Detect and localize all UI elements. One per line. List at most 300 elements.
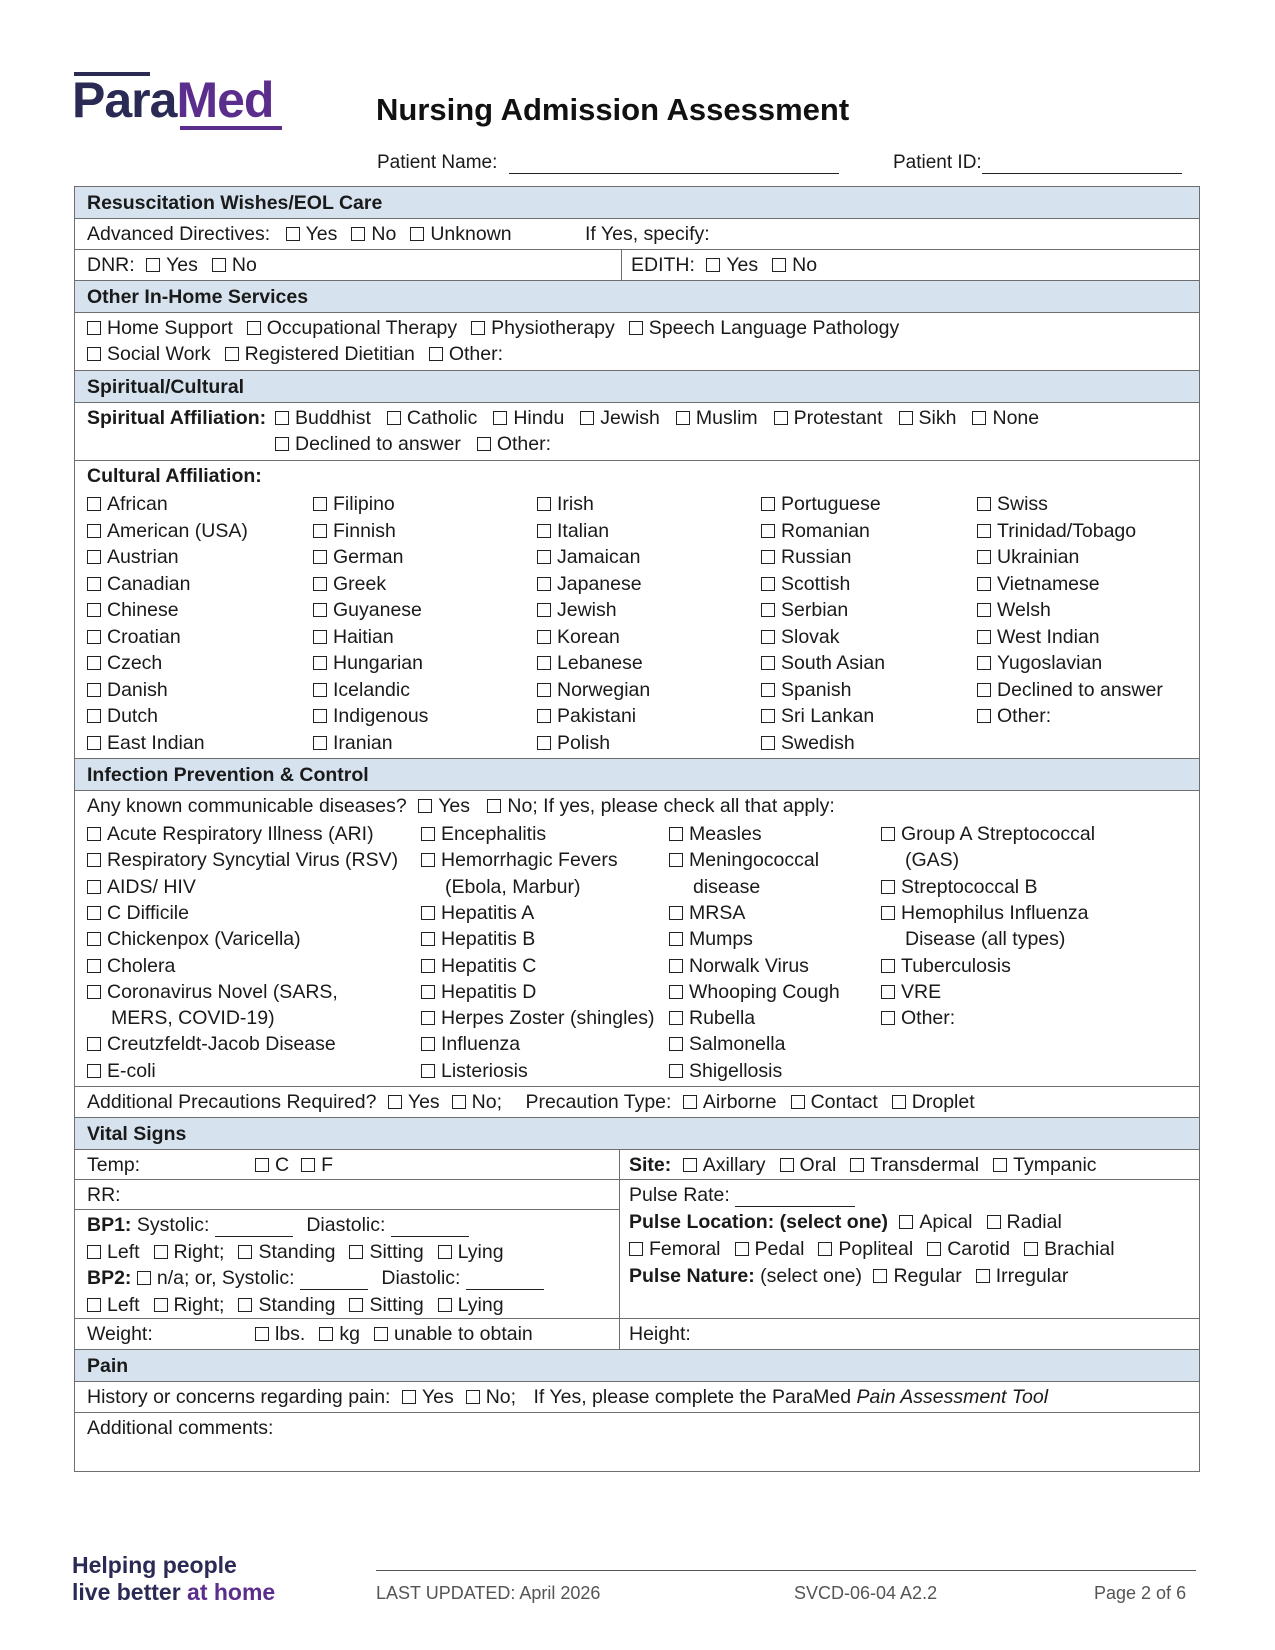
cultural-yugoslavian-checkbox[interactable] — [977, 656, 991, 670]
bp2-position-standing-checkbox[interactable] — [238, 1298, 252, 1312]
cultural-indigenous-option[interactable] — [313, 705, 428, 728]
cultural-vietnamese-checkbox[interactable] — [977, 577, 991, 591]
bp1-position-right-checkbox[interactable] — [154, 1245, 168, 1259]
bp1-position-standing-checkbox[interactable] — [238, 1245, 252, 1259]
temp-site-transdermal-option[interactable] — [850, 1154, 979, 1177]
cultural-south-asian-option[interactable] — [761, 652, 885, 675]
disease-whooping-cough-checkbox[interactable] — [669, 985, 683, 999]
cultural-haitian-checkbox[interactable] — [313, 630, 327, 644]
spiritual-hindu-checkbox[interactable] — [493, 411, 507, 425]
spiritual-declined-to-answer-checkbox[interactable] — [275, 437, 289, 451]
bp2-position-sitting-checkbox[interactable] — [349, 1298, 363, 1312]
communicable-yes-yes-checkbox[interactable] — [418, 799, 432, 813]
precaution-type-contact-option[interactable] — [791, 1091, 878, 1114]
cultural-guyanese-option[interactable] — [313, 599, 422, 622]
spiritual-sikh-checkbox[interactable] — [899, 411, 913, 425]
disease-hepatitis-a-checkbox[interactable] — [421, 906, 435, 920]
service-speech-language-pathology-option[interactable] — [629, 317, 899, 340]
disease-creutzfeldt-jacob-disease-option[interactable] — [87, 1033, 336, 1056]
cultural-jamaican-checkbox[interactable] — [537, 550, 551, 564]
disease-hemophilus-influenza-option[interactable] — [881, 902, 1089, 925]
spiritual-none-checkbox[interactable] — [972, 411, 986, 425]
cultural-sri-lankan-checkbox[interactable] — [761, 709, 775, 723]
pain-history-no-option[interactable] — [466, 1386, 516, 1409]
precautions-yes-checkbox[interactable] — [388, 1095, 402, 1109]
cultural-finnish-option[interactable] — [313, 520, 396, 543]
disease-streptococcal-b-option[interactable] — [881, 876, 1038, 899]
spiritual-none-label: None — [992, 407, 1040, 429]
cultural-scottish-checkbox[interactable] — [761, 577, 775, 591]
disease-mumps-option[interactable] — [669, 928, 753, 951]
cultural-west-indian-option[interactable] — [977, 626, 1100, 649]
weight-unit-kg-option[interactable] — [319, 1323, 360, 1346]
temp-unit-f-checkbox[interactable] — [301, 1158, 315, 1172]
dnr-yes-option[interactable] — [146, 254, 198, 277]
disease-respiratory-syncytial-virus-rsv-option[interactable] — [87, 849, 398, 872]
cultural-swedish-option[interactable] — [761, 732, 855, 755]
temp-site-tympanic-option[interactable] — [993, 1154, 1096, 1177]
bp1-position-left-option[interactable] — [87, 1241, 140, 1264]
rr-label: RR: — [87, 1184, 121, 1206]
bp2-position-left-option[interactable] — [87, 1294, 140, 1317]
pulse-location-femoral-option[interactable] — [629, 1238, 721, 1261]
disease-c-difficile-option[interactable] — [87, 902, 189, 925]
disease-tuberculosis-checkbox[interactable] — [881, 959, 895, 973]
service-other-checkbox[interactable] — [429, 347, 443, 361]
cultural-indigenous-checkbox[interactable] — [313, 709, 327, 723]
cultural-welsh-option[interactable] — [977, 599, 1051, 622]
spiritual-jewish-checkbox[interactable] — [580, 411, 594, 425]
cultural-german-checkbox[interactable] — [313, 550, 327, 564]
pulse-location-brachial-option[interactable] — [1024, 1238, 1114, 1261]
disease-listeriosis-checkbox[interactable] — [421, 1064, 435, 1078]
spiritual-sikh-option[interactable] — [899, 407, 957, 430]
disease-measles-option[interactable] — [669, 823, 762, 846]
bp2-position-right-checkbox[interactable] — [154, 1298, 168, 1312]
cultural-russian-checkbox[interactable] — [761, 550, 775, 564]
disease-norwalk-virus-option[interactable] — [669, 955, 809, 978]
precautions-no-option[interactable] — [452, 1091, 502, 1114]
communicable-no-no-if-yes-please-check-all-that-apply-option[interactable] — [487, 795, 834, 818]
temp-site-oral-checkbox[interactable] — [780, 1158, 794, 1172]
edith-yes-option[interactable] — [706, 254, 758, 277]
disease-whooping-cough-option[interactable] — [669, 981, 840, 1004]
temp-site-tympanic-checkbox[interactable] — [993, 1158, 1007, 1172]
temp-site-axillary-checkbox[interactable] — [683, 1158, 697, 1172]
temp-unit-f-option[interactable] — [301, 1154, 333, 1177]
precaution-type-droplet-checkbox[interactable] — [892, 1095, 906, 1109]
disease-rubella-option[interactable] — [669, 1007, 755, 1030]
pulse-nature-regular-checkbox[interactable] — [873, 1269, 887, 1283]
disease-hepatitis-a-option[interactable] — [421, 902, 534, 925]
spiritual-none-option[interactable] — [972, 407, 1039, 430]
cultural-romanian-checkbox[interactable] — [761, 524, 775, 538]
disease-encephalitis-checkbox[interactable] — [421, 827, 435, 841]
bp1-position-sitting-option[interactable] — [349, 1241, 423, 1264]
cultural-italian-label: Italian — [557, 519, 610, 542]
disease-hepatitis-b-checkbox[interactable] — [421, 932, 435, 946]
cultural-iranian-checkbox[interactable] — [313, 736, 327, 750]
disease-respiratory-syncytial-virus-rsv-checkbox[interactable] — [87, 853, 101, 867]
cultural-chinese-option[interactable] — [87, 599, 179, 622]
service-physiotherapy-option[interactable] — [471, 317, 615, 340]
spiritual-protestant-option[interactable] — [774, 407, 883, 430]
disease-influenza-option[interactable] — [421, 1033, 520, 1056]
cultural-african-option[interactable] — [87, 493, 168, 516]
advanced-directives-yes-option[interactable] — [286, 223, 338, 246]
spiritual-declined-to-answer-option[interactable] — [275, 433, 461, 456]
pulse-location-popliteal-option[interactable] — [818, 1238, 913, 1261]
pulse-nature-regular-option[interactable] — [873, 1265, 961, 1288]
pulse-location-radial-option[interactable] — [987, 1211, 1062, 1234]
cultural-croatian-checkbox[interactable] — [87, 630, 101, 644]
bp2-position-standing-option[interactable] — [238, 1294, 335, 1317]
cultural-guyanese-checkbox[interactable] — [313, 603, 327, 617]
precaution-type-airborne-option[interactable] — [683, 1091, 777, 1114]
cultural-serbian-option[interactable] — [761, 599, 848, 622]
bp2-na-checkbox[interactable] — [137, 1271, 151, 1285]
disease-hemophilus-influenza-checkbox[interactable] — [881, 906, 895, 920]
pain-history-no-checkbox[interactable] — [466, 1390, 480, 1404]
cultural-korean-checkbox[interactable] — [537, 630, 551, 644]
precaution-type-airborne-checkbox[interactable] — [683, 1095, 697, 1109]
weight-unit-lbs-checkbox[interactable] — [255, 1327, 269, 1341]
advanced-directives-unknown-option[interactable] — [410, 223, 511, 246]
section-header-vitals: Vital Signs — [75, 1118, 1199, 1150]
patient-id-field[interactable] — [893, 152, 1182, 174]
pulse-location-pedal-option[interactable] — [735, 1238, 805, 1261]
cultural-east-indian-option[interactable] — [87, 732, 205, 755]
disease-salmonella-checkbox[interactable] — [669, 1037, 683, 1051]
bp1-position-standing-option[interactable] — [238, 1241, 335, 1264]
bp1-position-sitting-checkbox[interactable] — [349, 1245, 363, 1259]
service-physiotherapy-checkbox[interactable] — [471, 321, 485, 335]
disease-cholera-checkbox[interactable] — [87, 959, 101, 973]
disease-hemorrhagic-fevers-option[interactable] — [421, 849, 618, 872]
cultural-greek-option[interactable] — [313, 573, 386, 596]
cultural-jewish-option[interactable] — [537, 599, 617, 622]
cultural-swedish-checkbox[interactable] — [761, 736, 775, 750]
spiritual-catholic-option[interactable] — [387, 407, 477, 430]
bp2-position-lying-checkbox[interactable] — [438, 1298, 452, 1312]
communicable-no-no-if-yes-please-check-all-that-apply-checkbox[interactable] — [487, 799, 501, 813]
cultural-south-asian-checkbox[interactable] — [761, 656, 775, 670]
communicable-yes-yes-option[interactable] — [418, 795, 470, 818]
spiritual-buddhist-option[interactable] — [275, 407, 371, 430]
disease-salmonella-option[interactable] — [669, 1033, 785, 1056]
weight-unit-unable-to-obtain-option[interactable] — [374, 1323, 533, 1346]
cultural-danish-checkbox[interactable] — [87, 683, 101, 697]
service-occupational-therapy-option[interactable] — [247, 317, 457, 340]
pain-history-yes-option[interactable] — [402, 1386, 454, 1409]
disease-tuberculosis-option[interactable] — [881, 955, 1011, 978]
cultural-hungarian-checkbox[interactable] — [313, 656, 327, 670]
temp-unit-c-checkbox[interactable] — [255, 1158, 269, 1172]
cultural-austrian-option[interactable] — [87, 546, 179, 569]
disease-e-coli-option[interactable] — [87, 1060, 156, 1083]
temp-unit-c-option[interactable] — [255, 1154, 289, 1177]
disease-meningococcal-option[interactable] — [669, 849, 819, 872]
pulse-location-apical-checkbox[interactable] — [899, 1215, 913, 1229]
cultural-russian-option[interactable] — [761, 546, 851, 569]
cultural-swiss-option[interactable] — [977, 493, 1048, 516]
disease-rubella-checkbox[interactable] — [669, 1011, 683, 1025]
pulse-location-apical-option[interactable] — [899, 1211, 972, 1234]
disease-mrsa-checkbox[interactable] — [669, 906, 683, 920]
edith-yes-checkbox[interactable] — [706, 258, 720, 272]
cultural-iranian-option[interactable] — [313, 732, 393, 755]
cultural-vietnamese-option[interactable] — [977, 573, 1100, 596]
cultural-japanese-checkbox[interactable] — [537, 577, 551, 591]
disease-measles-checkbox[interactable] — [669, 827, 683, 841]
pulse-location-brachial-checkbox[interactable] — [1024, 1242, 1038, 1256]
weight-unit-unable-to-obtain-checkbox[interactable] — [374, 1327, 388, 1341]
service-registered-dietitian-checkbox[interactable] — [225, 347, 239, 361]
cultural-korean-option[interactable] — [537, 626, 620, 649]
cultural-scottish-option[interactable] — [761, 573, 850, 596]
cultural-italian-checkbox[interactable] — [537, 524, 551, 538]
bp1-position-right-option[interactable] — [154, 1241, 225, 1264]
disease-creutzfeldt-jacob-disease-checkbox[interactable] — [87, 1037, 101, 1051]
cultural-swiss-checkbox[interactable] — [977, 497, 991, 511]
disease-encephalitis-option[interactable] — [421, 823, 546, 846]
cultural-slovak-option[interactable] — [761, 626, 840, 649]
additional-comments-row[interactable] — [75, 1413, 1199, 1471]
cultural-chinese-checkbox[interactable] — [87, 603, 101, 617]
service-social-work-checkbox[interactable] — [87, 347, 101, 361]
disease-meningococcal-checkbox[interactable] — [669, 853, 683, 867]
cultural-japanese-option[interactable] — [537, 573, 642, 596]
spiritual-muslim-checkbox[interactable] — [676, 411, 690, 425]
disease-hepatitis-b-option[interactable] — [421, 928, 535, 951]
cultural-norwegian-option[interactable] — [537, 679, 650, 702]
bp2-position-sitting-label: Sitting — [369, 1294, 424, 1316]
disease-coronavirus-novel-sars-option[interactable] — [87, 981, 338, 1004]
cultural-lebanese-option[interactable] — [537, 652, 643, 675]
cultural-east-indian-checkbox[interactable] — [87, 736, 101, 750]
spiritual-protestant-checkbox[interactable] — [774, 411, 788, 425]
cultural-slovak-checkbox[interactable] — [761, 630, 775, 644]
cultural-ukrainian-option[interactable] — [977, 546, 1079, 569]
advanced-directives-yes-checkbox[interactable] — [286, 227, 300, 241]
disease-hemorrhagic-fevers-checkbox[interactable] — [421, 853, 435, 867]
cultural-finnish-checkbox[interactable] — [313, 524, 327, 538]
disease-chickenpox-varicella-checkbox[interactable] — [87, 932, 101, 946]
service-registered-dietitian-option[interactable] — [225, 343, 415, 366]
cultural-irish-checkbox[interactable] — [537, 497, 551, 511]
cultural-czech-option[interactable] — [87, 652, 162, 675]
temp-site-oral-option[interactable] — [780, 1154, 837, 1177]
disease-norwalk-virus-checkbox[interactable] — [669, 959, 683, 973]
precautions-no-checkbox[interactable] — [452, 1095, 466, 1109]
pulse-location-femoral-checkbox[interactable] — [629, 1242, 643, 1256]
spiritual-muslim-option[interactable] — [676, 407, 758, 430]
cultural-other-option[interactable] — [977, 705, 1051, 728]
patient-name-field[interactable] — [377, 152, 839, 174]
cultural-hungarian-option[interactable] — [313, 652, 423, 675]
cultural-trinidad-tobago-option[interactable] — [977, 520, 1136, 543]
cultural-romanian-option[interactable] — [761, 520, 870, 543]
disease-herpes-zoster-shingles-option[interactable] — [421, 1007, 655, 1030]
edith-no-option[interactable] — [772, 254, 817, 277]
disease-other-option[interactable] — [881, 1007, 955, 1030]
disease-streptococcal-b-checkbox[interactable] — [881, 880, 895, 894]
dnr-no-checkbox[interactable] — [212, 258, 226, 272]
cultural-icelandic-option[interactable] — [313, 679, 410, 702]
pulse-location-carotid-checkbox[interactable] — [927, 1242, 941, 1256]
spiritual-catholic-checkbox[interactable] — [387, 411, 401, 425]
disease-group-a-streptococcal-checkbox[interactable] — [881, 827, 895, 841]
page-title: Nursing Admission Assessment — [376, 92, 850, 127]
dnr-no-option[interactable] — [212, 254, 257, 277]
advanced-directives-unknown-checkbox[interactable] — [410, 227, 424, 241]
disease-acute-respiratory-illness-ari-option[interactable] — [87, 823, 374, 846]
cultural-trinidad-tobago-checkbox[interactable] — [977, 524, 991, 538]
disease-coronavirus-novel-sars-checkbox[interactable] — [87, 985, 101, 999]
cultural-danish-option[interactable] — [87, 679, 168, 702]
bp2-position-sitting-option[interactable] — [349, 1294, 423, 1317]
cultural-american-usa-option[interactable] — [87, 520, 248, 543]
precaution-type-droplet-option[interactable] — [892, 1091, 975, 1114]
cultural-other-checkbox[interactable] — [977, 709, 991, 723]
cultural-american-usa-checkbox[interactable] — [87, 524, 101, 538]
disease-aids-hiv-checkbox[interactable] — [87, 880, 101, 894]
cultural-italian-option[interactable] — [537, 520, 609, 543]
temp-site-axillary-option[interactable] — [683, 1154, 766, 1177]
precautions-yes-option[interactable] — [388, 1091, 440, 1114]
cultural-filipino-checkbox[interactable] — [313, 497, 327, 511]
cultural-croatian-option[interactable] — [87, 626, 181, 649]
service-other-option[interactable] — [429, 343, 503, 366]
cultural-spanish-option[interactable] — [761, 679, 851, 702]
service-occupational-therapy-checkbox[interactable] — [247, 321, 261, 335]
cultural-canadian-checkbox[interactable] — [87, 577, 101, 591]
cultural-canadian-option[interactable] — [87, 573, 190, 596]
disease-hepatitis-d-checkbox[interactable] — [421, 985, 435, 999]
cultural-icelandic-checkbox[interactable] — [313, 683, 327, 697]
bp2-position-lying-option[interactable] — [438, 1294, 504, 1317]
cultural-declined-to-answer-option[interactable] — [977, 679, 1163, 702]
disease-group-a-streptococcal-option[interactable] — [881, 823, 1095, 846]
disease-herpes-zoster-shingles-checkbox[interactable] — [421, 1011, 435, 1025]
dnr-yes-checkbox[interactable] — [146, 258, 160, 272]
disease-vre-option[interactable] — [881, 981, 941, 1004]
cultural-greek-checkbox[interactable] — [313, 577, 327, 591]
cultural-austrian-checkbox[interactable] — [87, 550, 101, 564]
disease-streptococcal-b-label: Streptococcal B — [901, 875, 1038, 898]
cultural-norwegian-checkbox[interactable] — [537, 683, 551, 697]
cultural-jewish-checkbox[interactable] — [537, 603, 551, 617]
disease-other-checkbox[interactable] — [881, 1011, 895, 1025]
advanced-directives-no-checkbox[interactable] — [351, 227, 365, 241]
cultural-ukrainian-checkbox[interactable] — [977, 550, 991, 564]
cultural-haitian-option[interactable] — [313, 626, 394, 649]
cultural-filipino-option[interactable] — [313, 493, 395, 516]
cultural-polish-checkbox[interactable] — [537, 736, 551, 750]
disease-chickenpox-varicella-option[interactable] — [87, 928, 301, 951]
cultural-welsh-checkbox[interactable] — [977, 603, 991, 617]
bp1-position-left-checkbox[interactable] — [87, 1245, 101, 1259]
pulse-location-radial-checkbox[interactable] — [987, 1215, 1001, 1229]
cultural-african-checkbox[interactable] — [87, 497, 101, 511]
disease-aids-hiv-option[interactable] — [87, 876, 196, 899]
spiritual-hindu-option[interactable] — [493, 407, 564, 430]
service-home-support-option[interactable] — [87, 317, 233, 340]
disease-hepatitis-d-option[interactable] — [421, 981, 536, 1004]
pulse-nature-irregular-checkbox[interactable] — [976, 1269, 990, 1283]
disease-acute-respiratory-illness-ari-checkbox[interactable] — [87, 827, 101, 841]
precautions-yes-label: Yes — [407, 1091, 440, 1113]
service-social-work-option[interactable] — [87, 343, 211, 366]
disease-c-difficile-checkbox[interactable] — [87, 906, 101, 920]
weight-unit-lbs-option[interactable] — [255, 1323, 305, 1346]
cultural-portuguese-checkbox[interactable] — [761, 497, 775, 511]
bp2-position-right-option[interactable] — [154, 1294, 225, 1317]
edith-no-checkbox[interactable] — [772, 258, 786, 272]
spiritual-jewish-option[interactable] — [580, 407, 660, 430]
cultural-yugoslavian-option[interactable] — [977, 652, 1102, 675]
cultural-portuguese-option[interactable] — [761, 493, 881, 516]
disease-influenza-checkbox[interactable] — [421, 1037, 435, 1051]
pulse-location-carotid-option[interactable] — [927, 1238, 1010, 1261]
cultural-irish-option[interactable] — [537, 493, 594, 516]
spiritual-other-option[interactable] — [477, 433, 551, 456]
disease-cholera-option[interactable] — [87, 955, 175, 978]
spiritual-other-checkbox[interactable] — [477, 437, 491, 451]
temp-site-transdermal-checkbox[interactable] — [850, 1158, 864, 1172]
disease-e-coli-checkbox[interactable] — [87, 1064, 101, 1078]
cultural-pakistani-checkbox[interactable] — [537, 709, 551, 723]
cultural-west-indian-checkbox[interactable] — [977, 630, 991, 644]
disease-mumps-checkbox[interactable] — [669, 932, 683, 946]
disease-hepatitis-c-checkbox[interactable] — [421, 959, 435, 973]
cultural-pakistani-option[interactable] — [537, 705, 636, 728]
disease-shigellosis-checkbox[interactable] — [669, 1064, 683, 1078]
advanced-directives-no-option[interactable] — [351, 223, 396, 246]
pain-history-yes-checkbox[interactable] — [402, 1390, 416, 1404]
bp1-position-lying-checkbox[interactable] — [438, 1245, 452, 1259]
precaution-type-contact-checkbox[interactable] — [791, 1095, 805, 1109]
disease-mrsa-option[interactable] — [669, 902, 745, 925]
disease-vre-checkbox[interactable] — [881, 985, 895, 999]
cultural-german-option[interactable] — [313, 546, 403, 569]
disease-hepatitis-c-option[interactable] — [421, 955, 536, 978]
service-speech-language-pathology-checkbox[interactable] — [629, 321, 643, 335]
bp1-position-lying-option[interactable] — [438, 1241, 504, 1264]
cultural-dutch-option[interactable] — [87, 705, 158, 728]
disease-shigellosis-option[interactable] — [669, 1060, 782, 1083]
cultural-lebanese-checkbox[interactable] — [537, 656, 551, 670]
cultural-polish-label: Polish — [557, 731, 611, 754]
bp2-position-left-checkbox[interactable] — [87, 1298, 101, 1312]
cultural-declined-to-answer-checkbox[interactable] — [977, 683, 991, 697]
cultural-dutch-checkbox[interactable] — [87, 709, 101, 723]
cultural-serbian-checkbox[interactable] — [761, 603, 775, 617]
pulse-nature-irregular-option[interactable] — [976, 1265, 1069, 1288]
cultural-sri-lankan-option[interactable] — [761, 705, 874, 728]
disease-influenza-label: Influenza — [441, 1033, 521, 1056]
cultural-czech-checkbox[interactable] — [87, 656, 101, 670]
cultural-polish-option[interactable] — [537, 732, 610, 755]
weight-unit-kg-checkbox[interactable] — [319, 1327, 333, 1341]
service-home-support-checkbox[interactable] — [87, 321, 101, 335]
disease-listeriosis-option[interactable] — [421, 1060, 528, 1083]
cultural-spanish-checkbox[interactable] — [761, 683, 775, 697]
cultural-jamaican-option[interactable] — [537, 546, 640, 569]
spiritual-buddhist-checkbox[interactable] — [275, 411, 289, 425]
pulse-location-popliteal-checkbox[interactable] — [818, 1242, 832, 1256]
pulse-location-pedal-checkbox[interactable] — [735, 1242, 749, 1256]
